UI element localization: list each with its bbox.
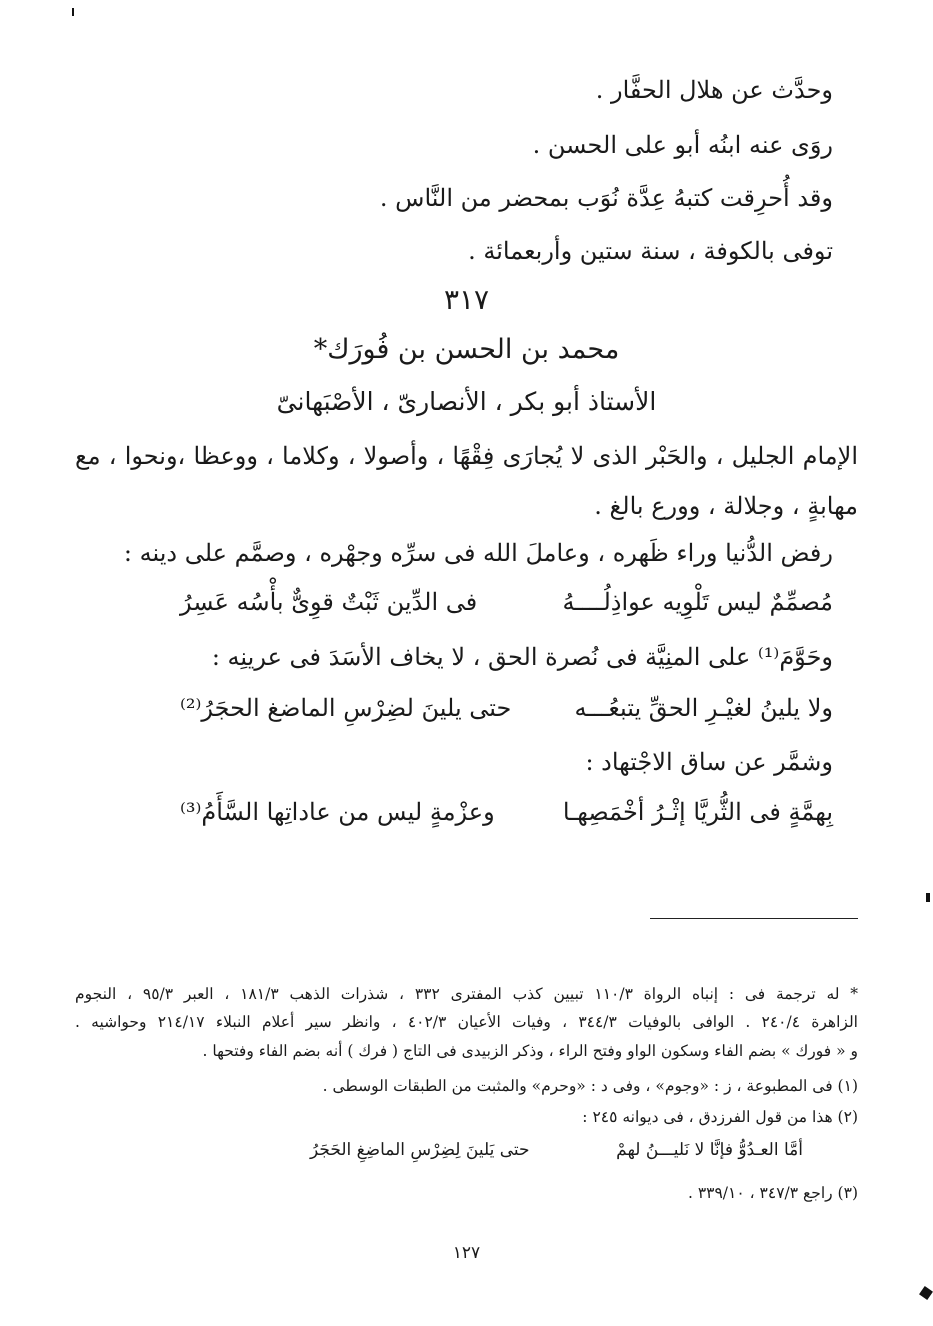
footnote-star-line-1: * له ترجمة فى : إنباه الرواة ١١٠/٣ تبيين كذب المفترى ٣٣٢ ، شذرات الذهب ١٨١/٣ ، العبر ٩٥/٣ ، النجوم xyxy=(75,985,858,1003)
verse-3-second-half: وعزْمةٍ ليس من عاداتِها السَّأَمُ⁽³⁾ xyxy=(180,798,495,826)
scan-mark-right xyxy=(926,893,930,902)
footnote-3: (٣) راجع ٣٤٧/٣ ، ٣٣٩/١٠ . xyxy=(687,1184,858,1202)
footnote-2-verse-second-half: حتى يَلينَ لِضِرْسِ الماضِغِ الحَجَرُ xyxy=(310,1140,530,1160)
verse-2-first-half: ولا يلينُ لغيْـرِ الحقِّ يتبعُـــه xyxy=(574,694,833,722)
footnote-star-line-2: الزاهرة ٢٤٠/٤ . الوافى بالوفيات ٣٤٤/٣ ، وفيات الأعيان ٤٠٢/٣ ، وانظر سير أعلام النبلاء ٢١٤/١٧ وحواشيه . xyxy=(75,1013,858,1031)
text-line-narrated: وحدَّث عن هلال الحفَّار . xyxy=(595,76,833,104)
entry-name: محمد بن الحسن بن فُورَك* xyxy=(313,334,620,365)
text-line-hawwam: وحَوَّمَ⁽¹⁾ على المنِيَّة فى نُصرة الحق ، لا يخاف الأسَدَ فى عرينِه : xyxy=(211,643,833,671)
verse-2-second-half: حتى يلينَ لضِرْسِ الماضغ الحجَرُ⁽²⁾ xyxy=(180,694,512,722)
entry-subtitle: الأستاذ أبو بكر ، الأنصارىّ ، الأصْبَهانىّ xyxy=(276,387,657,416)
verse-3-first-half: بِهمَّةٍ فى الثُّريَّا إثْـرُ أخْمَصِهـا xyxy=(562,798,833,826)
text-line-death: توفى بالكوفة ، سنة ستين وأربعمائة . xyxy=(468,237,833,265)
entry-number: ٣١٧ xyxy=(443,283,490,316)
footnote-separator xyxy=(650,918,858,919)
scan-mark-top xyxy=(72,8,74,16)
paragraph-line-2: مهابةٍ ، وجلالة ، وورع بالغ . xyxy=(594,492,858,520)
text-line-shammar: وشمَّر عن ساق الاجْتهاد : xyxy=(585,748,833,776)
verse-1-second-half: فى الدِّين ثَبْتٌ قوِىٌّ بأْسُه عَسِرُ xyxy=(180,588,478,616)
text-line-books-burned: وقد أُحرِقت كتبهُ عِدَّة نُوَب بمحضر من النَّاس . xyxy=(379,184,833,212)
footnote-2: (٢) هذا من قول الفرزدق ، فى ديوانه ٢٤٥ : xyxy=(582,1108,858,1126)
footnote-2-verse-first-half: أمَّا العـدُوُّ فإنَّا لا نَليـــنُ لهمْ xyxy=(616,1140,803,1160)
footnote-1: (١) فى المطبوعة ، ز : «وجوم» ، وفى د : «وحرم» والمثبت من الطبقات الوسطى . xyxy=(322,1077,858,1095)
text-line-transmitted: روَى عنه ابنُه أبو على الحسن . xyxy=(532,131,833,159)
paragraph-line-1: الإمام الجليل ، والحَبْر الذى لا يُجارَى فِقْهًا ، وأصولا ، وكلاما ، ووعظا ،ونحوا ، مع xyxy=(75,442,858,470)
verse-1-first-half: مُصمِّمٌ ليس تَلْوِيه عواذِلُــــهُ xyxy=(562,588,833,616)
page-number: ١٢٧ xyxy=(452,1243,481,1263)
footnote-star-line-3: و « فورك » بضم الفاء وسكون الواو وفتح الراء ، وذكر الزبيدى فى التاج ( فرك ) أنه بضم الفاء وفتحها . xyxy=(202,1042,858,1060)
scan-mark-corner xyxy=(919,1286,933,1300)
text-line-renounce: رفض الدُّنيا وراء ظَهره ، وعاملَ الله فى سرِّه وجهْره ، وصمَّم على دينه : xyxy=(123,539,833,567)
